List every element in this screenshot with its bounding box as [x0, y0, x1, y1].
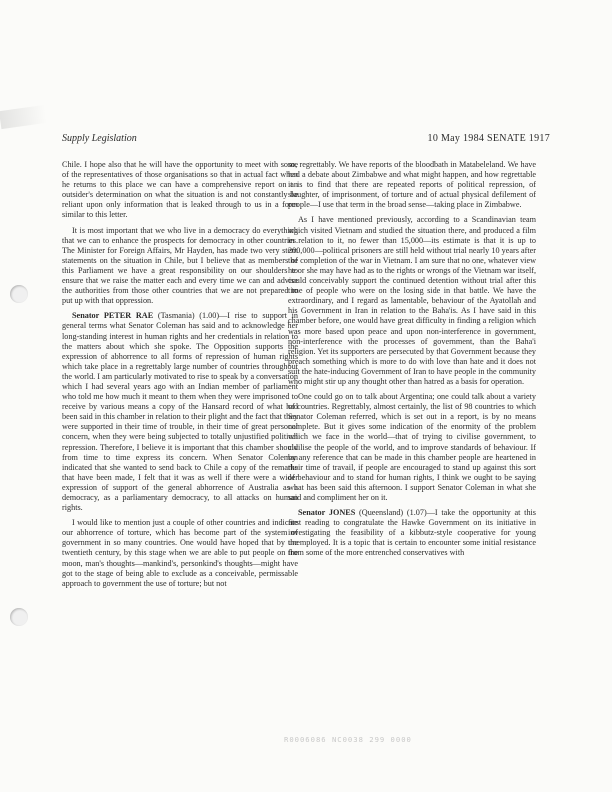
archive-stamp: R0006086 NC0038 299 0000: [284, 735, 412, 744]
punch-hole: [10, 285, 28, 303]
date-page-number: 10 May 1984 SENATE 1917: [427, 133, 550, 144]
right-column: [288, 160, 536, 564]
left-column: [62, 160, 298, 594]
page-header: [62, 133, 550, 147]
paragraph: [62, 311, 298, 513]
scan-smudge: [0, 105, 47, 129]
paragraph: so, regrettably. We have reports of the bloodbath in Matabeleland. We have had a debate about Zimbabwe and what might happen, and how regrettable it is to find that there are repeated reports of political repression, of slaughter, of imprisonment, of torture and of actual physical defilement of people—I use that term in the broad sense—taking place in Zimbabwe.: [288, 160, 536, 210]
paragraph: It is most important that we who live in a democracy do everything that we can to enhance the prospects for democracy in other countries. The Minister for Foreign Affairs, Mr Hayden, has made two very stern statements on the situation in Chile, but I believe that as members of this Parliament we have a great responsibility on our shoulders to ensure that we raise the matter each and every time we can and advise the authorities from those other countries that we are not prepared to put up with that oppression.: [62, 225, 298, 306]
paragraph: I would like to mention just a couple of other countries and indicate our abhorrence of torture, which has become part of the system of government in so many countries. One would have hoped that by the twentieth century, by this stage when we are able to put people on the moon, man's thoughts—mankind's, personkind's thoughts—might have got to the stage of being able to exclude as a conceivable, permissable approach to government the use of torture; but not: [62, 518, 298, 588]
speaker-name: Senator JONES: [298, 508, 356, 518]
speaker-name: Senator PETER RAE: [72, 311, 154, 321]
speech-text: (Queensland) (1.07)—I take the opportunity at this first reading to congratulate the Hawke Government on its initiative in investigating the feasibility of a kibbutz-style cooperative for young unemployed. It is a topic that is certain to encounter some initial resistance from some of the more entrenched conservatives with: [288, 508, 536, 558]
paragraph: [288, 508, 536, 558]
paragraph: One could go on to talk about Argentina; one could talk about a variety of countries. Regrettably, almost certainly, the list of 98 countries to which Senator Coleman referred, which is set out in a report, is by no means complete. But it gives some indication of the enormity of the problem which we face in the world—that of trying to civilise government, to civilise the people of the world, and to improve standards of behaviour. If by any reference that can be made in this chamber people are heartened in their time of travail, if people are encouraged to stand up against this sort of behaviour and to stand for human rights, I think we ought to be saying what has been said this afternoon. I support Senator Coleman in what she said and compliment her on it.: [288, 392, 536, 502]
paragraph: Chile. I hope also that he will have the opportunity to meet with some of the representatives of those organisations so that in actual fact when he returns to this place we can have a comprehensive report on an outsider's determination on what the situation is and not constantly be reliant upon only information that is leaked through to us in a form similar to this letter.: [62, 160, 298, 220]
speech-text: (Tasmania) (1.00)—I rise to support in general terms what Senator Coleman has said and to acknowledge her long-standing interest in human rights and her credentials in relation to the matters about which she spoke. The Opposition supports the expression of abhorrence to all forms of repression of human rights which take place in a regrettably large number of countries throughout the world. I am particularly motivated to rise to speak by a conversation which I had several years ago with an Indian member of parliament who told me how much it meant to them when they were imprisoned to receive by various means a copy of the Hansard record of what had been said in this chamber in relation to their plight and the fact that they were supported in their time of trouble, in their time of great personal concern, when they were being subjected to totally unjustified political repression. Therefore, I believe it is important that this chamber should from time to time express its concern. When Senator Coleman indicated that she wanted to send back to Chile a copy of the remarks that have been made, I felt that it was as well if there were a wider expression of support of the general abhorrence of Australia as a democracy, as a parliamentary democracy, to all attacks on human rights.: [62, 311, 299, 513]
punch-hole: [10, 608, 28, 626]
paragraph: As I have mentioned previously, according to a Scandinavian team which visited Vietnam and studied the situation there, and produced a film in relation to it, no fewer than 15,000—its estimate is that it is up to 200,000—political prisoners are still held without trial nearly 10 years after the completion of the war in Vietnam. I am sure that no one, whatever view he or she may have had as to the rights or wrongs of the Vietnam war itself, could conceivably support the continued detention without trial after this time of people who were on the losing side in that battle. We have the extraordinary, and I regard as lamentable, behaviour of the Ayatollah and his Government in Iran in relation to the Baha'is. As I have said in this chamber before, one would have great difficulty in finding a religion which was more based upon peace and upon non-interference in government, non-interference with the processes of government, than the Baha'i religion. Yet its supporters are persecuted by that Government because they preach something which is more to do with love than hate and it does not suit the hate-inducing Government of Iran to have people in the community who might stir up any thought other than hatred as a basis for operation.: [288, 215, 536, 386]
section-title: Supply Legislation: [62, 133, 137, 144]
